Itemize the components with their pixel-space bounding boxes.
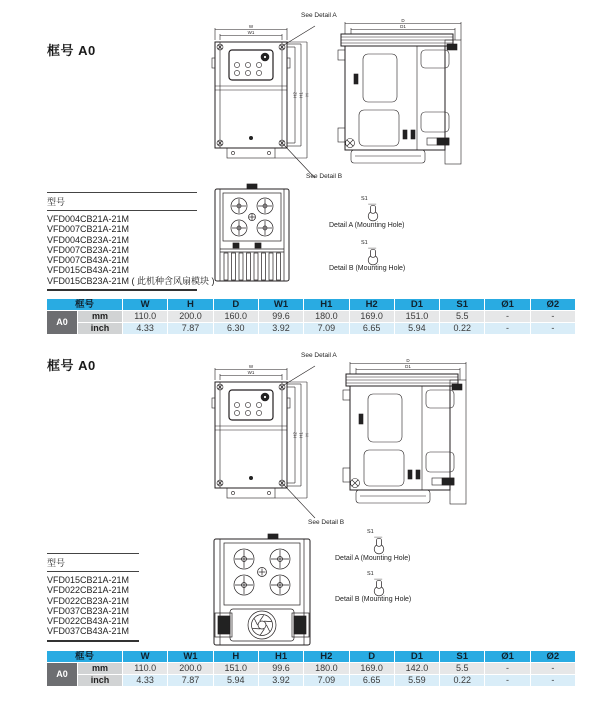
dim-value: 151.0 [214, 663, 258, 674]
divider [47, 192, 197, 193]
dim-value: 0.22 [440, 675, 484, 686]
detail-b-caption: Detail B (Mounting Hole) [329, 265, 406, 272]
dim-value: 7.09 [304, 323, 348, 334]
model-number: VFD007CB43A-21M [47, 255, 130, 266]
bottom-view-drawing-fan [212, 533, 312, 647]
dim-value: 160.0 [214, 311, 258, 322]
detail-a-caption: Detail A (Mounting Hole) [335, 555, 411, 562]
dim-value: 110.0 [123, 311, 167, 322]
model-number: VFD015CB21A-21M [47, 575, 130, 585]
mounting-hole-icon [371, 535, 387, 556]
detail-b-caption: Detail B (Mounting Hole) [335, 596, 412, 603]
dim-value: 5.5 [440, 311, 484, 322]
see-detail-b-label: See Detail B [306, 173, 343, 180]
col-header: H2 [350, 299, 394, 310]
dim-value: 7.87 [168, 323, 212, 334]
model-number: VFD007CB23A-21M [47, 244, 130, 255]
side-view-drawing [333, 16, 473, 166]
col-header: S1 [440, 651, 484, 662]
s1-dim-label: S1 [367, 571, 374, 577]
col-header: H2 [304, 651, 348, 662]
col-header: H1 [304, 299, 348, 310]
col-header: D1 [395, 651, 439, 662]
model-number: VFD004CB21A-21M [47, 214, 130, 224]
dim-value: 7.87 [168, 675, 212, 686]
dim-value: 5.94 [214, 675, 258, 686]
divider [47, 210, 197, 211]
dim-value: 6.65 [350, 675, 394, 686]
dim-value: 3.92 [259, 323, 303, 334]
dim-value: 5.59 [395, 675, 439, 686]
mounting-hole-icon [365, 246, 381, 267]
dim-value: 200.0 [168, 311, 212, 322]
unit-label-cell: inch [78, 675, 122, 686]
see-detail-a-label: See Detail A [301, 12, 337, 19]
divider [47, 553, 139, 554]
s1-dim-label: S1 [361, 196, 368, 202]
col-header: S1 [440, 299, 484, 310]
model-number: VFD015CB43A-21M [47, 265, 130, 276]
see-detail-a-label: See Detail A [301, 352, 337, 359]
model-number: VFD037CB43A-21M [47, 626, 130, 637]
section-title: 框号 A0 [47, 358, 96, 373]
dim-value: 180.0 [304, 663, 348, 674]
col-header: D [350, 651, 394, 662]
screw-head-icon [234, 549, 290, 595]
s1-dim-label: S1 [367, 529, 374, 535]
section-title: 框号 A0 [47, 43, 96, 58]
unit-label-cell: mm [78, 311, 122, 322]
unit-label-cell: inch [78, 323, 122, 334]
dim-value: - [485, 663, 529, 674]
dim-value: - [485, 675, 529, 686]
fan-icon [248, 611, 276, 639]
dim-value: 4.33 [123, 675, 167, 686]
col-header: H [168, 299, 212, 310]
dim-value: 180.0 [304, 311, 348, 322]
frame-header-cell: 框号 [47, 299, 122, 310]
dim-value: - [485, 311, 529, 322]
model-number: VFD022CB43A-21M [47, 616, 130, 627]
model-number: VFD004CB23A-21M [47, 234, 130, 245]
dim-value: - [531, 323, 575, 334]
unit-label-cell: mm [78, 663, 122, 674]
col-header: W1 [259, 299, 303, 310]
mounting-hole-icon [371, 577, 387, 598]
col-header: H [214, 651, 258, 662]
col-header: H1 [259, 651, 303, 662]
model-number: VFD015CB23A-21M ( 此机种含风扇模块 ) [47, 275, 215, 286]
dim-value: 6.30 [214, 323, 258, 334]
dim-value: 169.0 [350, 311, 394, 322]
dim-value: 3.92 [259, 675, 303, 686]
dim-value: 142.0 [395, 663, 439, 674]
dim-value: 6.65 [350, 323, 394, 334]
model-list-heading: 型号 [47, 558, 66, 568]
col-header: D1 [395, 299, 439, 310]
detail-a-caption: Detail A (Mounting Hole) [329, 222, 405, 229]
dim-value: 99.6 [259, 311, 303, 322]
dim-value: 7.09 [304, 675, 348, 686]
model-number: VFD022CB21A-21M [47, 585, 130, 596]
divider [47, 571, 139, 572]
see-detail-b-label: See Detail B [308, 519, 345, 526]
col-header: W [123, 299, 167, 310]
dim-value: 5.94 [395, 323, 439, 334]
model-number: VFD007CB21A-21M [47, 224, 130, 235]
dim-value: 5.5 [440, 663, 484, 674]
dimension-table [46, 650, 576, 687]
col-header: D [214, 299, 258, 310]
side-view-drawing [338, 356, 478, 506]
dim-value: - [531, 663, 575, 674]
col-header: W [123, 651, 167, 662]
dim-value: 4.33 [123, 323, 167, 334]
model-number: VFD037CB23A-21M [47, 605, 130, 616]
dim-value: 99.6 [259, 663, 303, 674]
s1-dim-label: S1 [361, 240, 368, 246]
dim-value: 0.22 [440, 323, 484, 334]
front-view-drawing [203, 362, 323, 522]
dim-value: - [531, 675, 575, 686]
dim-value: 151.0 [395, 311, 439, 322]
mounting-hole-icon [365, 202, 381, 223]
heatsink-fins [224, 253, 281, 280]
screw-head-icon [231, 198, 273, 236]
dimension-table [46, 298, 576, 335]
dim-value: - [485, 323, 529, 334]
dim-value: 110.0 [123, 663, 167, 674]
frame-id-cell: A0 [47, 311, 77, 334]
dim-value: - [531, 311, 575, 322]
front-view-drawing [203, 22, 323, 182]
model-number: VFD022CB23A-21M [47, 595, 130, 606]
frame-header-cell: 框号 [47, 651, 122, 662]
dim-value: 200.0 [168, 663, 212, 674]
col-header: Ø1 [485, 299, 529, 310]
col-header: W1 [168, 651, 212, 662]
col-header: Ø2 [531, 299, 575, 310]
col-header: Ø1 [485, 651, 529, 662]
bottom-view-drawing-heatsink [213, 183, 291, 283]
model-list-heading: 型号 [47, 197, 66, 207]
dim-value: 169.0 [350, 663, 394, 674]
col-header: Ø2 [531, 651, 575, 662]
divider [47, 289, 197, 291]
frame-id-cell: A0 [47, 663, 77, 686]
divider [47, 640, 139, 642]
